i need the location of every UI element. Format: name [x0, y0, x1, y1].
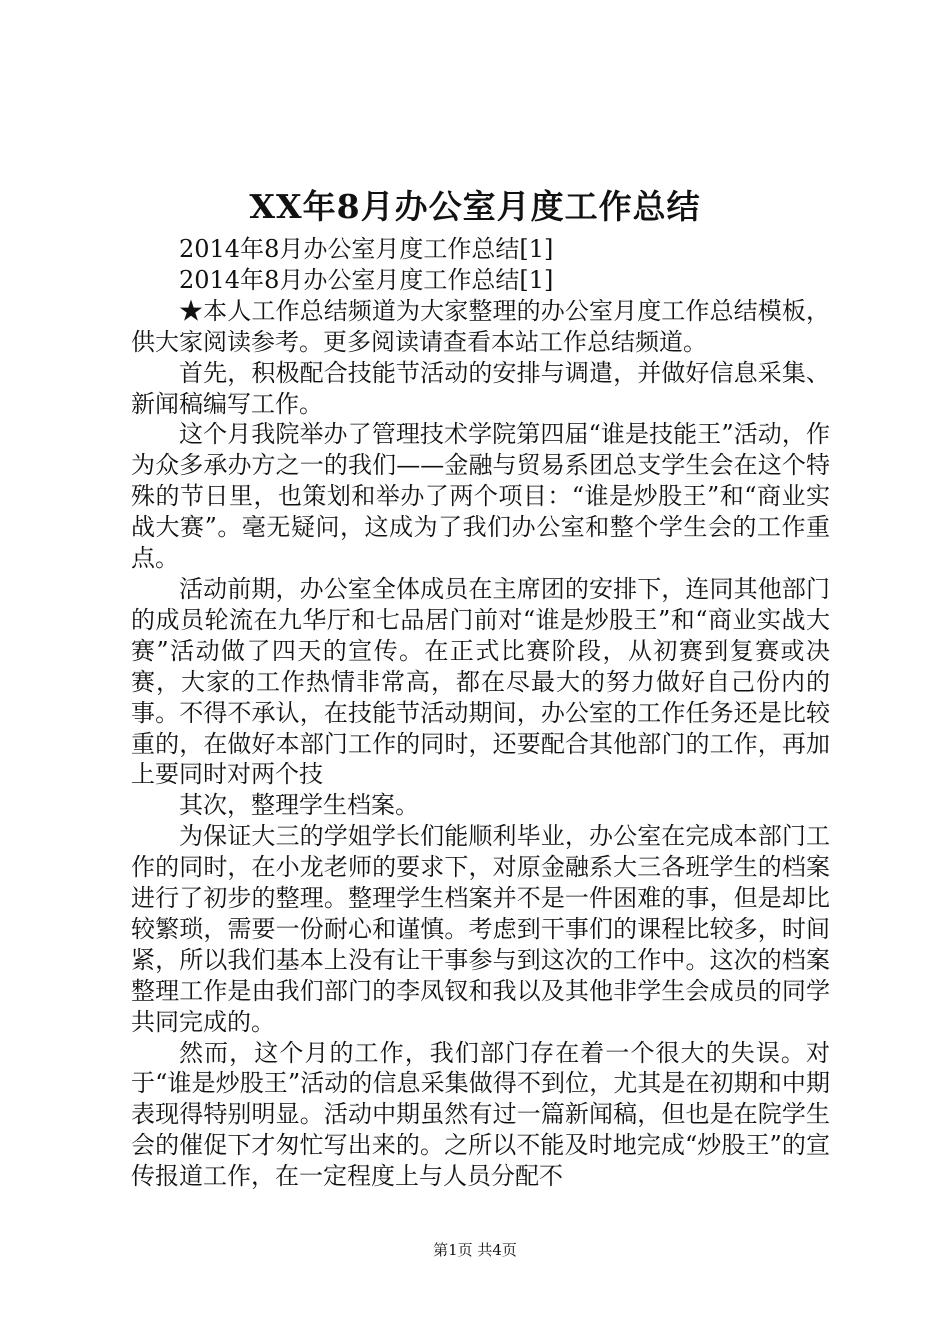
- paragraph: 为保证大三的学姐学长们能顺利毕业，办公室在完成本部门工作的同时，在小龙老师的要求下，对原金融系大三各班学生的档案进行了初步的整理。整理学生档案并不是一件困难的事，但是却比较繁琐，需要一份耐心和谨慎。考虑到干事们的课程比较多，时间紧，所以我们基本上没有让干事参与到这次的工作中。这次的档案整理工作是由我们部门的李凤钗和我以及其他非学生会成员的同学共同完成的。: [131, 822, 830, 1036]
- paragraph: 然而，这个月的工作，我们部门存在着一个很大的失误。对于“谁是炒股王”活动的信息采集做得不到位，尤其是在初期和中期表现得特别明显。活动中期虽然有过一篇新闻稿，但也是在院学生会的催促下才匆忙写出来的。之所以不能及时地完成“炒股王”的宣传报道工作，在一定程度上与人员分配不: [131, 1038, 830, 1191]
- paragraph: 2014年8月办公室月度工作总结[1]: [179, 265, 554, 294]
- page-number-footer: 第1页 共4页: [433, 1241, 517, 1259]
- paragraph: ★本人工作总结频道为大家整理的办公室月度工作总结模板，供大家阅读参考。更多阅读请查看本站工作总结频道。: [131, 296, 830, 356]
- paragraph: 首先，积极配合技能节活动的安排与调遣，并做好信息采集、新闻稿编写工作。: [131, 358, 830, 418]
- document-title: XX年8月办公室月度工作总结: [249, 187, 701, 226]
- paragraph: 这个月我院举办了管理技术学院第四届“谁是技能王”活动，作为众多承办方之一的我们——金融与贸易系团总支学生会在这个特殊的节日里，也策划和举办了两个项目：“谁是炒股王”和“商业实战大赛”。毫无疑问，这成为了我们办公室和整个学生会的工作重点。: [131, 420, 830, 573]
- paragraph: 其次，整理学生档案。: [179, 791, 419, 820]
- paragraph: 活动前期，办公室全体成员在主席团的安排下，连同其他部门的成员轮流在九华厅和七品居门前对“谁是炒股王”和“商业实战大赛”活动做了四天的宣传。在正式比赛阶段，从初赛到复赛或决赛，大家的工作热情非常高，都在尽最大的努力做好自己份内的事。不得不承认，在技能节活动期间，办公室的工作任务还是比较重的，在做好本部门工作的同时，还要配合其他部门的工作，再加上要同时对两个技: [131, 574, 830, 789]
- document-body: [131, 234, 830, 1192]
- paragraph: 2014年8月办公室月度工作总结[1]: [179, 235, 554, 263]
